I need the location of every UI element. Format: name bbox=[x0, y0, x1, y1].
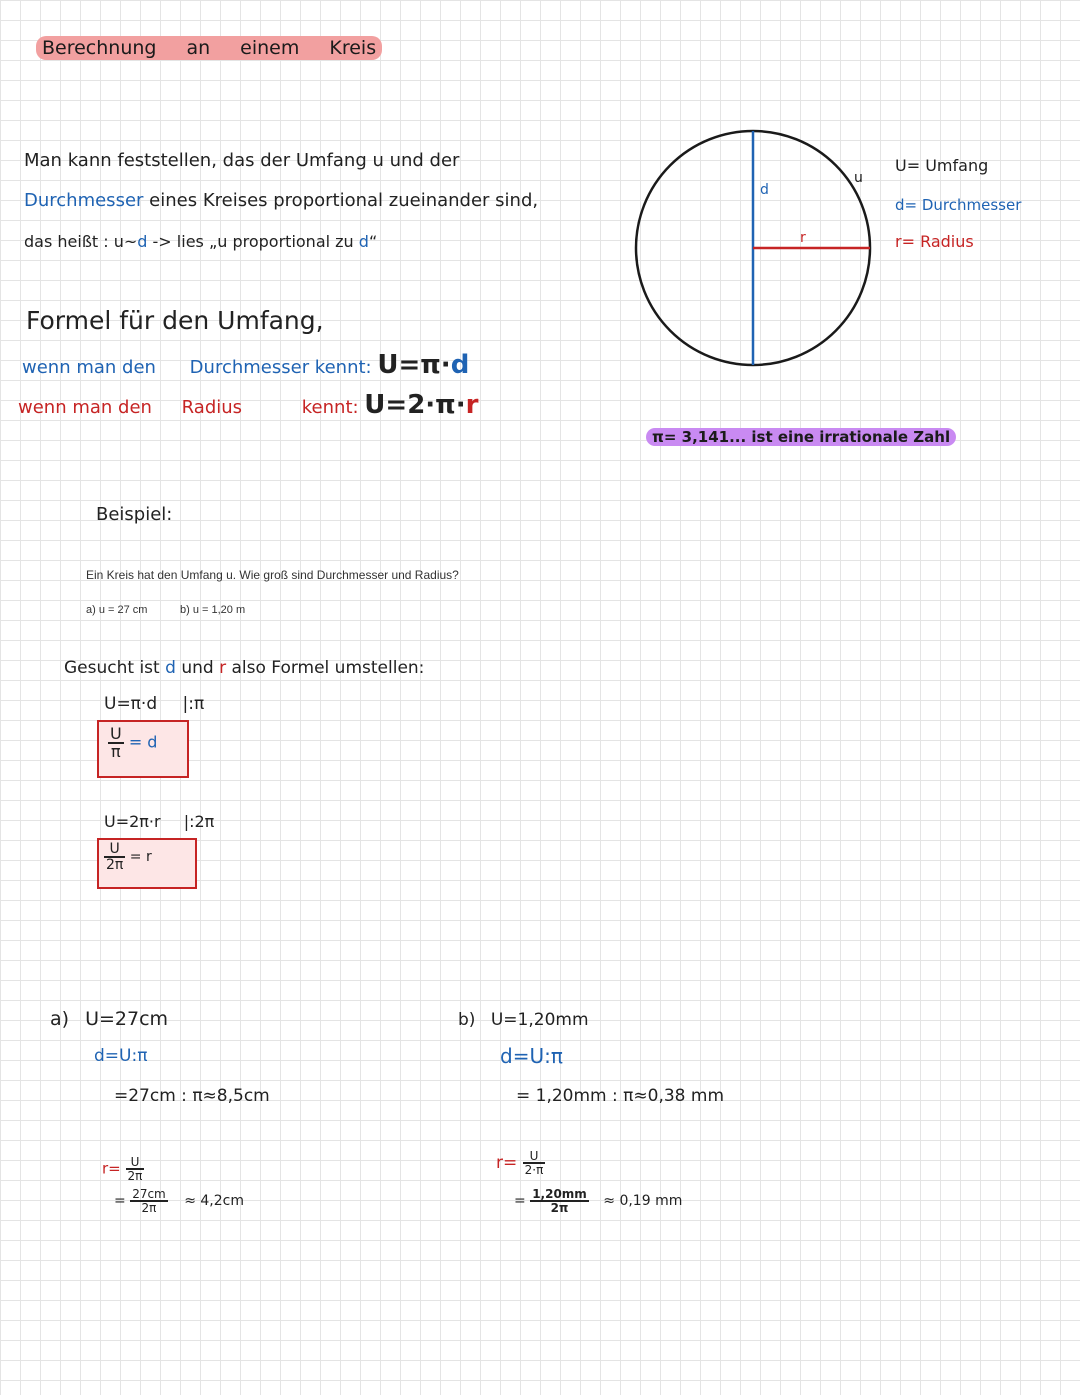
circle-diagram bbox=[620, 120, 890, 380]
calc-b-given bbox=[458, 1010, 589, 1030]
pi-note: π= 3,141... ist eine irrationale Zahl bbox=[646, 428, 956, 446]
solution-eq-2-text: U=2π·r bbox=[104, 812, 161, 831]
box-r-num: U bbox=[104, 842, 125, 858]
intro-line-2-rest: eines Kreises proportional zueinander sind, bbox=[149, 190, 539, 211]
legend-r: r= Radius bbox=[895, 232, 974, 251]
example-label: Beispiel: bbox=[96, 504, 173, 525]
formula-row-1-formula: U=π· bbox=[377, 350, 451, 380]
formula-row-1-label-b: Durchmesser kennt: bbox=[189, 357, 372, 378]
calc-b-d-result: = 1,20mm : π≈0,38 mm bbox=[516, 1086, 725, 1106]
box-d-num: U bbox=[110, 724, 122, 743]
box-r-rhs: = r bbox=[129, 849, 152, 865]
intro-line-1: Man kann feststellen, das der Umfang u und der bbox=[24, 150, 460, 171]
intro-d2: d bbox=[358, 232, 369, 251]
calc-a-given-text: U=27cm bbox=[85, 1008, 169, 1030]
box-r-fraction bbox=[104, 842, 125, 872]
calc-a-r-num-2: 27cm bbox=[132, 1187, 166, 1201]
formula-row-2-label-b: Radius bbox=[181, 397, 243, 418]
calc-a-r-den: 2π bbox=[127, 1169, 143, 1183]
calc-b-r-eq: = bbox=[514, 1193, 526, 1209]
intro-durchmesser: Durchmesser bbox=[24, 190, 144, 211]
calc-a-r-den-2: 2π bbox=[141, 1201, 157, 1215]
calc-a-r-fraction bbox=[126, 1156, 145, 1182]
calc-b-r-fraction-2 bbox=[530, 1188, 589, 1214]
calc-a-r-label: r= bbox=[102, 1159, 121, 1178]
formula-row-2-formula: U=2·π· bbox=[364, 390, 466, 420]
solution-intro-r: r bbox=[219, 658, 227, 678]
calc-b-r-num-2: 1,20mm bbox=[532, 1187, 587, 1201]
solution-intro-a: Gesucht ist bbox=[64, 658, 160, 678]
result-box-r-content bbox=[104, 842, 152, 872]
calc-a-given bbox=[50, 1008, 168, 1030]
legend-u: U= Umfang bbox=[895, 156, 989, 175]
box-d-den: π bbox=[111, 742, 121, 761]
example-question: Ein Kreis hat den Umfang u. Wie groß sind Durchmesser und Radius? bbox=[86, 568, 459, 582]
calc-b-r-den: 2·π bbox=[524, 1163, 544, 1177]
calc-a-r-formula bbox=[102, 1156, 144, 1182]
calc-b-r-result: ≈ 0,19 mm bbox=[603, 1193, 683, 1209]
box-d-rhs: = d bbox=[128, 732, 158, 752]
calc-b-r-num: U bbox=[523, 1150, 546, 1164]
intro-line-3-end: “ bbox=[368, 232, 378, 251]
title-word: an bbox=[186, 37, 211, 59]
calc-a-r-num: U bbox=[126, 1156, 145, 1170]
formula-row-2-var: r bbox=[465, 390, 479, 420]
calc-a-d-result: =27cm : π≈8,5cm bbox=[114, 1086, 270, 1106]
calc-a-r-calc bbox=[114, 1188, 244, 1214]
calc-a-r-result: ≈ 4,2cm bbox=[184, 1193, 244, 1209]
intro-line-2 bbox=[24, 190, 538, 211]
calc-a-r-fraction-2 bbox=[130, 1188, 168, 1214]
example-part-a: a) u = 27 cm bbox=[86, 604, 148, 616]
formula-row-2 bbox=[18, 390, 478, 420]
result-box-d-content bbox=[108, 726, 157, 760]
calc-b-d-formula: d=U:π bbox=[500, 1044, 563, 1068]
calc-a-label: a) bbox=[50, 1008, 70, 1030]
calc-b-r-formula bbox=[496, 1150, 545, 1176]
calc-a-r-eq: = bbox=[114, 1193, 126, 1209]
formula-row-1-var: d bbox=[450, 350, 470, 380]
solution-eq-2-op: |:2π bbox=[183, 812, 215, 831]
intro-d: d bbox=[137, 232, 148, 251]
formula-row-2-label-a: wenn man den bbox=[18, 397, 152, 418]
calc-b-r-calc bbox=[514, 1188, 682, 1214]
solution-eq-2 bbox=[104, 812, 214, 831]
calc-b-label: b) bbox=[458, 1010, 476, 1030]
formula-row-1 bbox=[22, 350, 469, 380]
calc-b-r-den-2: 2π bbox=[550, 1201, 569, 1215]
solution-intro-und: und bbox=[181, 658, 214, 678]
legend-d: d= Durchmesser bbox=[895, 196, 1022, 214]
formula-heading: Formel für den Umfang, bbox=[26, 306, 324, 335]
formula-row-1-label-a: wenn man den bbox=[22, 357, 156, 378]
intro-line-3-b: -> lies „u proportional zu bbox=[152, 232, 354, 251]
title-word: Berechnung bbox=[42, 37, 157, 59]
solution-eq-1-op: |:π bbox=[182, 694, 205, 714]
solution-eq-1 bbox=[104, 694, 204, 714]
calc-b-r-fraction bbox=[523, 1150, 546, 1176]
box-r-den: 2π bbox=[106, 857, 124, 873]
calc-b-r-label: r= bbox=[496, 1153, 518, 1173]
solution-intro-b: also Formel umstellen: bbox=[231, 658, 425, 678]
page-title bbox=[36, 36, 382, 60]
example-part-b: b) u = 1,20 m bbox=[180, 604, 246, 616]
circle-label-u: u bbox=[854, 170, 863, 186]
calc-b-given-text: U=1,20mm bbox=[490, 1010, 589, 1030]
formula-row-2-label-c: kennt: bbox=[301, 397, 359, 418]
intro-line-3 bbox=[24, 232, 377, 251]
solution-intro-d: d bbox=[165, 658, 176, 678]
solution-intro bbox=[64, 658, 424, 678]
calc-a-d-formula: d=U:π bbox=[94, 1046, 148, 1066]
intro-line-3-a: das heißt : u~ bbox=[24, 232, 138, 251]
box-d-fraction bbox=[108, 726, 124, 760]
title-word: Kreis bbox=[329, 37, 377, 59]
title-word: einem bbox=[240, 37, 300, 59]
solution-eq-1-text: U=π·d bbox=[104, 694, 158, 714]
circle-label-d: d bbox=[760, 182, 769, 198]
circle-label-r: r bbox=[800, 230, 806, 246]
